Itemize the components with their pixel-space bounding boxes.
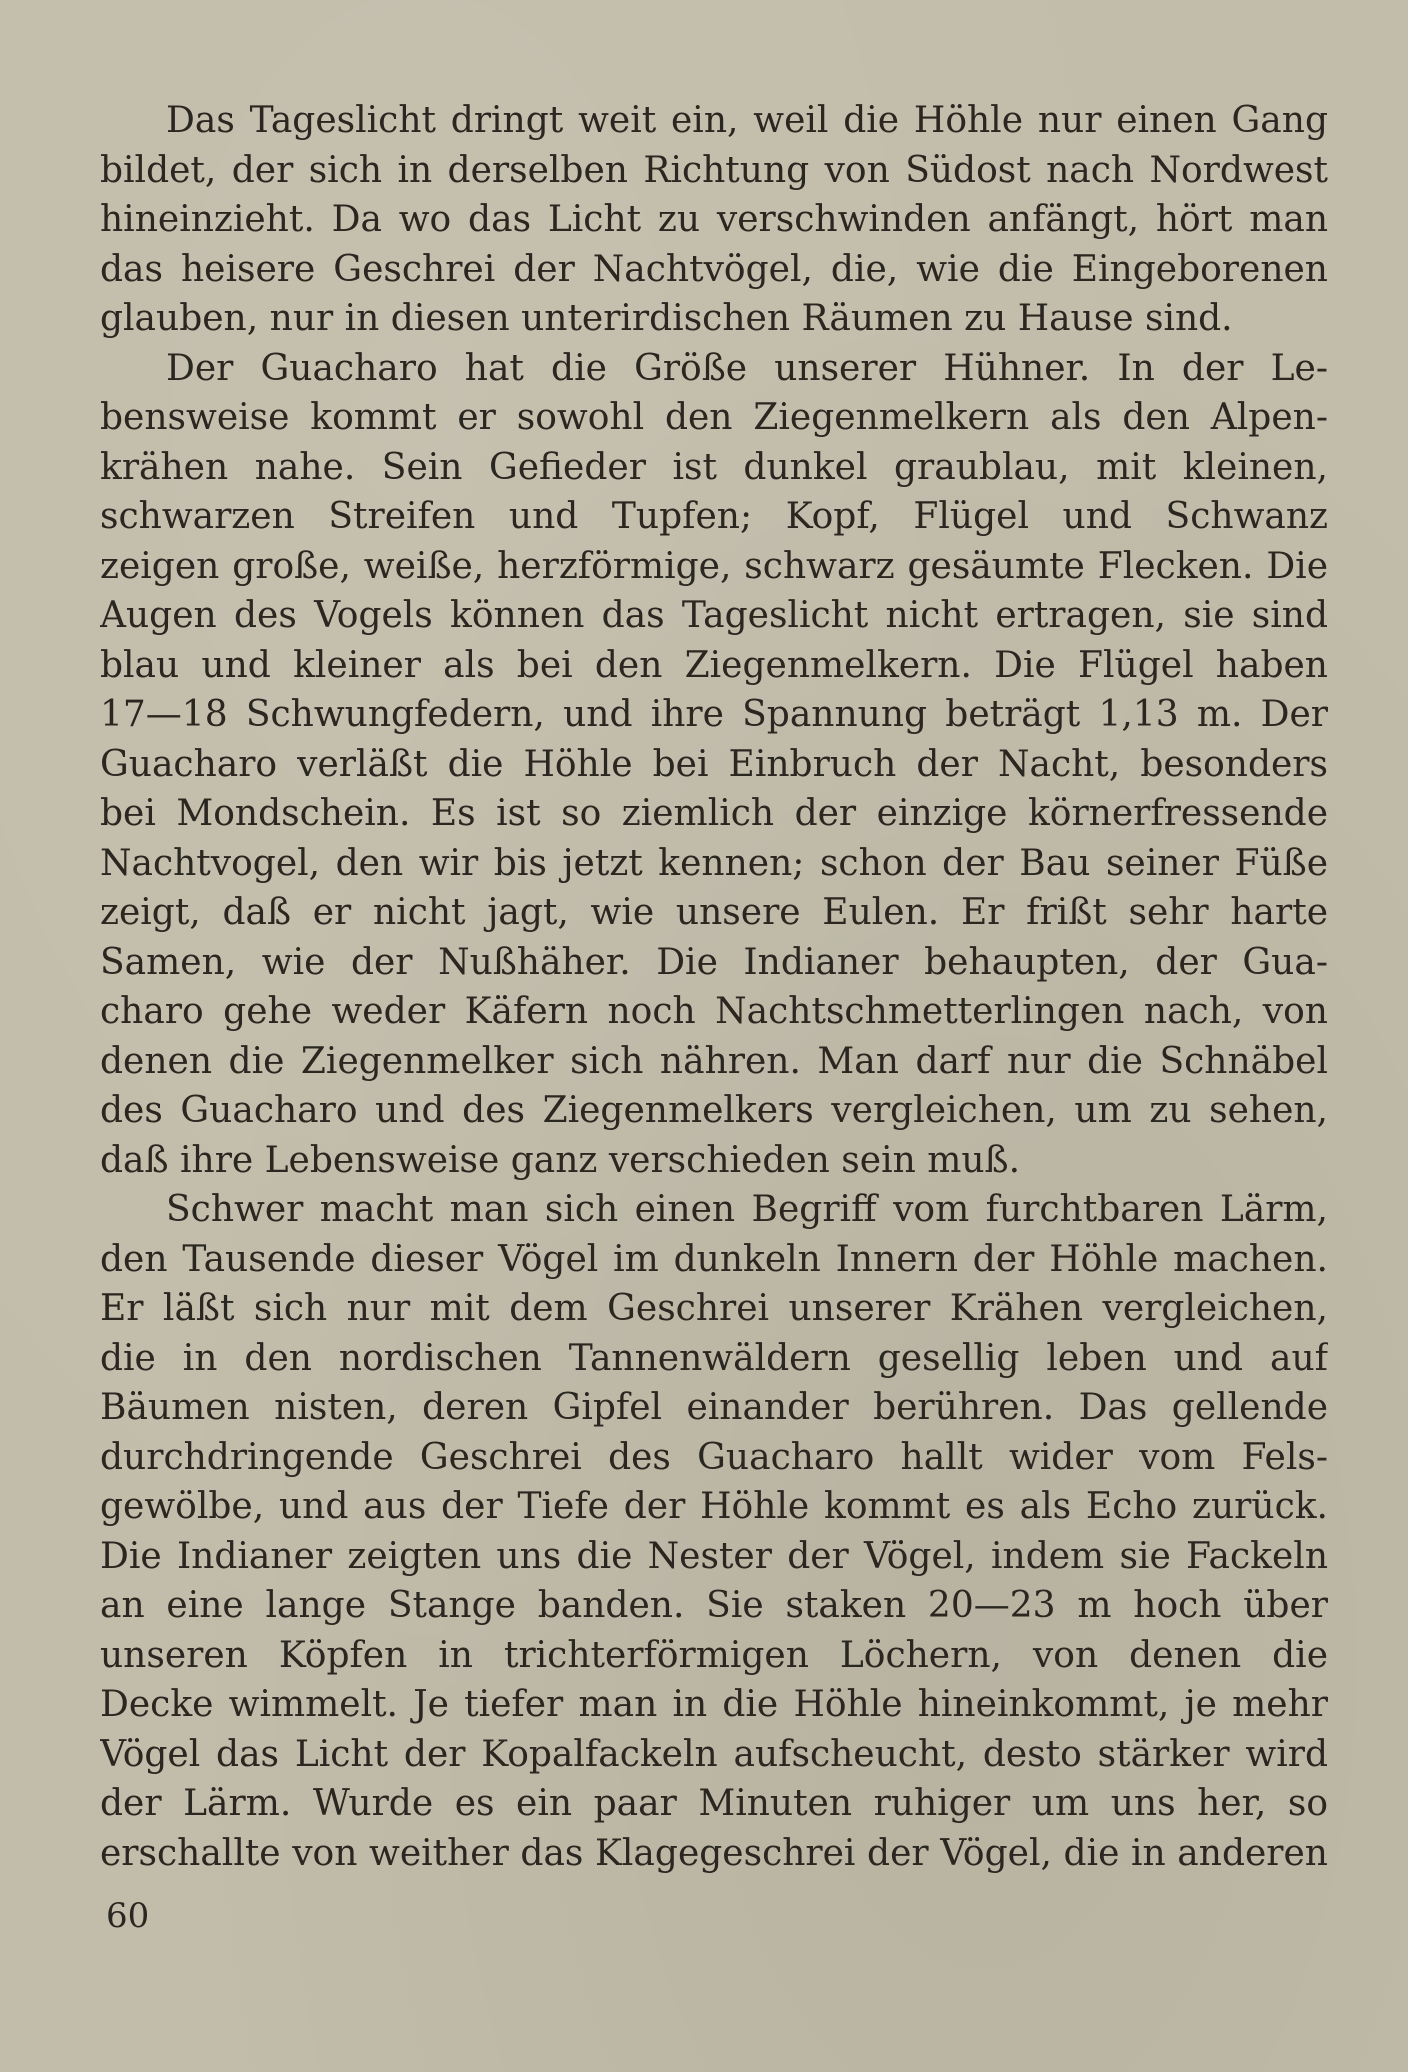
text-line: schwarzen Streifen und Tupfen; Kopf, Flügel und Schwanz: [100, 496, 1328, 537]
paragraph: [100, 96, 1328, 344]
text-line: hineinzieht. Da wo das Licht zu verschwinden anfängt, hört man: [100, 199, 1328, 240]
text-line: Der Guacharo hat die Größe unserer Hühner. In der Le-: [166, 347, 1328, 389]
text-line: Bäumen nisten, deren Gipfel einander berühren. Das gellende: [100, 1387, 1328, 1428]
text-line: erschallte von weither das Klagegeschrei der Vögel, die in anderen: [100, 1832, 1328, 1874]
text-line: Er läßt sich nur mit dem Geschrei unserer Krähen vergleichen,: [100, 1288, 1328, 1329]
text-line: zeigen große, weiße, herzförmige, schwarz gesäumte Flecken. Die: [100, 545, 1328, 587]
text-line: den Tausende dieser Vögel im dunkeln Innern der Höhle machen.: [100, 1238, 1328, 1280]
text-line: an eine lange Stange banden. Sie staken 20—23 m hoch über: [100, 1585, 1328, 1626]
text-line: des Guacharo und des Ziegenmelkers vergleichen, um zu sehen,: [100, 1090, 1328, 1131]
text-line: bildet, der sich in derselben Richtung von Südost nach Nordwest: [100, 149, 1328, 191]
text-line: Schwer macht man sich einen Begriff vom furchtbaren Lärm,: [166, 1189, 1328, 1230]
text-line: bensweise kommt er sowohl den Ziegenmelkern als den Alpen-: [100, 397, 1328, 438]
text-line: gewölbe, und aus der Tiefe der Höhle kommt es als Echo zurück.: [100, 1486, 1328, 1527]
paragraph: [100, 1185, 1328, 1878]
text-line: krähen nahe. Sein Gefieder ist dunkel graublau, mit kleinen,: [100, 446, 1328, 488]
text-line: glauben, nur in diesen unterirdischen Räumen zu Hause sind.: [100, 298, 1233, 339]
text-line: Samen, wie der Nußhäher. Die Indianer behaupten, der Gua-: [100, 941, 1328, 983]
text-line: blau und kleiner als bei den Ziegenmelkern. Die Flügel haben: [100, 644, 1328, 686]
text-line: charo gehe weder Käfern noch Nachtschmetterlingen nach, von: [100, 991, 1328, 1032]
text-line: Nachtvogel, den wir bis jetzt kennen; schon der Bau seiner Füße: [100, 842, 1328, 884]
text-line: Das Tageslicht dringt weit ein, weil die Höhle nur einen Gang: [166, 100, 1328, 141]
text-line: Die Indianer zeigten uns die Nester der Vögel, indem sie Fackeln: [100, 1535, 1328, 1577]
text-line: Augen des Vogels können das Tageslicht nicht ertragen, sie sind: [100, 595, 1328, 636]
text-line: zeigt, daß er nicht jagt, wie unsere Eulen. Er frißt sehr harte: [100, 892, 1328, 933]
text-line: der Lärm. Wurde es ein paar Minuten ruhiger um uns her, so: [100, 1783, 1328, 1824]
text-line: Decke wimmelt. Je tiefer man in die Höhle hineinkommt, je mehr: [100, 1684, 1328, 1725]
page-number: 60: [106, 1896, 150, 1936]
text-line: bei Mondschein. Es ist so ziemlich der einzige körnerfressende: [100, 793, 1328, 834]
text-line: Guacharo verläßt die Höhle bei Einbruch der Nacht, besonders: [100, 743, 1328, 785]
text-line: durchdringende Geschrei des Guacharo hallt wider vom Fels-: [100, 1436, 1328, 1478]
text-line: 17—18 Schwungfedern, und ihre Spannung beträgt 1,13 m. Der: [100, 694, 1328, 735]
text-line: die in den nordischen Tannenwäldern gesellig leben und auf: [100, 1337, 1328, 1379]
body-text: [100, 96, 1328, 1878]
text-line: das heisere Geschrei der Nachtvögel, die, wie die Eingeborenen: [100, 248, 1328, 290]
paragraph: [100, 344, 1328, 1186]
text-line: denen die Ziegenmelker sich nähren. Man darf nur die Schnäbel: [100, 1040, 1328, 1082]
text-line: daß ihre Lebensweise ganz verschieden sein muß.: [100, 1139, 1021, 1181]
text-line: unseren Köpfen in trichterförmigen Löchern, von denen die: [100, 1634, 1328, 1676]
text-line: Vögel das Licht der Kopalfackeln aufscheucht, desto stärker wird: [100, 1733, 1328, 1775]
